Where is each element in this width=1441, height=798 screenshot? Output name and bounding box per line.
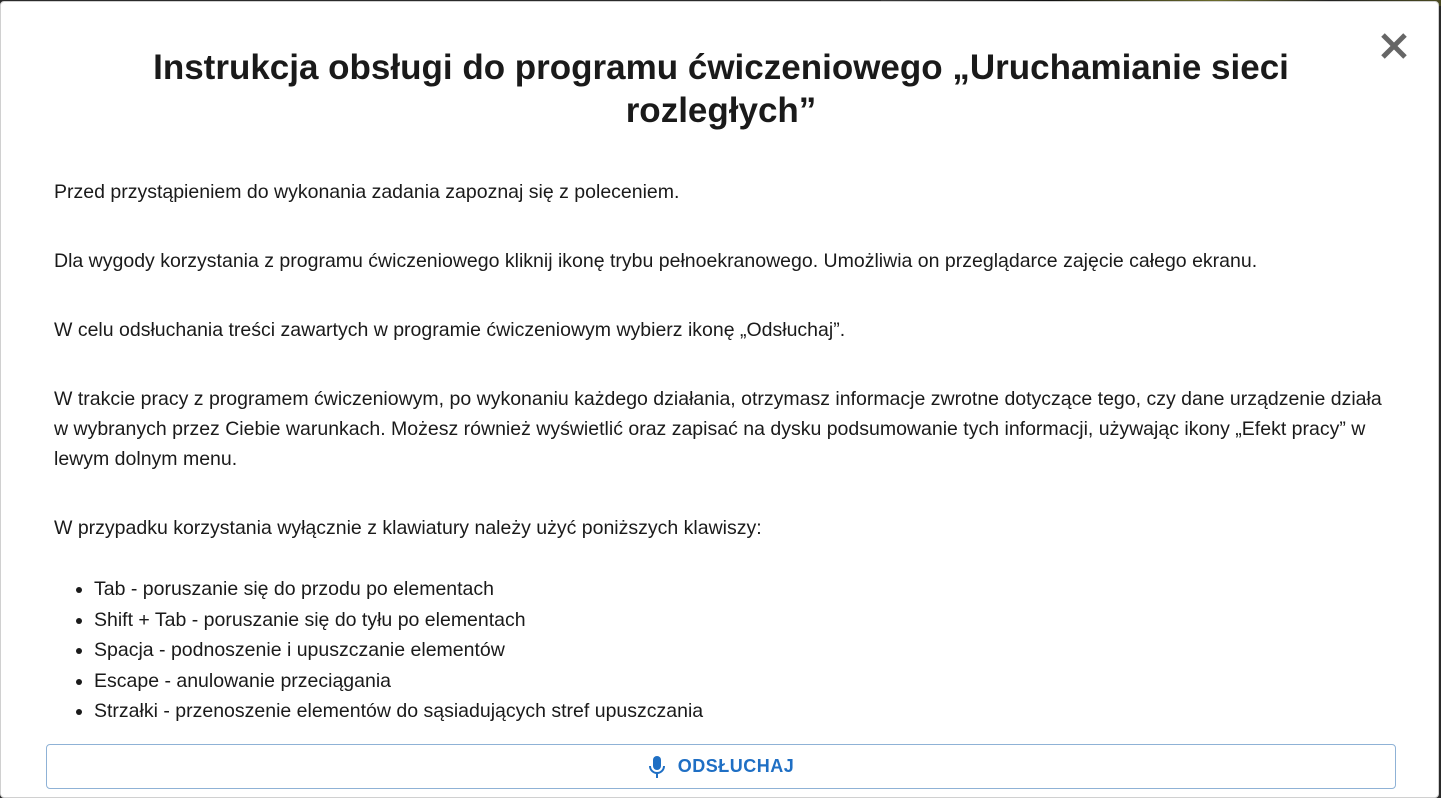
keyboard-shortcuts-list (54, 574, 1394, 727)
dialog-content (54, 177, 1394, 727)
paragraph-intro: Przed przystąpieniem do wykonania zadania zapoznaj się z poleceniem. (54, 181, 680, 203)
list-item: • Spacja - podnoszenie i upuszczanie elementów (94, 635, 1394, 666)
paragraph-keyboard: W przypadku korzystania wyłącznie z klawiatury należy użyć poniższych klawiszy: (54, 517, 762, 539)
dialog-title: Instrukcja obsługi do programu ćwiczeniowego „Uruchamianie sieci rozległych” (153, 48, 1289, 130)
list-item: • Escape - anulowanie przeciągania (94, 666, 1394, 697)
microphone-icon (648, 755, 666, 779)
paragraph-feedback: W trakcie pracy z programem ćwiczeniowym, po wykonaniu każdego działania, otrzymasz informacje zwrotne dotyczące tego, czy dane urządzenie działa w wybranych przez Ciebie warunkach. Możesz również wyświetlić oraz zapisać na dysku podsumowanie tych informacji, używając ikony „Efekt pracy” w lewym dolnym menu. (54, 388, 1382, 470)
listen-button-label: ODSŁUCHAJ (677, 756, 795, 776)
close-icon (1378, 30, 1410, 62)
instructions-dialog (0, 1, 1439, 798)
list-item: • Tab - poruszanie się do przodu po elementach (94, 574, 1394, 605)
list-item: • Shift + Tab - poruszanie się do tyłu po elementach (94, 605, 1394, 636)
paragraph-fullscreen: Dla wygody korzystania z programu ćwiczeniowego kliknij ikonę trybu pełnoekranowego. Umożliwia on przeglądarce zajęcie całego ekranu. (54, 250, 1258, 272)
listen-button[interactable] (46, 744, 1396, 789)
list-item: • Strzałki - przenoszenie elementów do sąsiadujących stref upuszczania (94, 696, 1394, 727)
paragraph-listen: W celu odsłuchania treści zawartych w programie ćwiczeniowym wybierz ikonę „Odsłuchaj”. (54, 319, 846, 341)
close-button[interactable] (1378, 30, 1410, 62)
